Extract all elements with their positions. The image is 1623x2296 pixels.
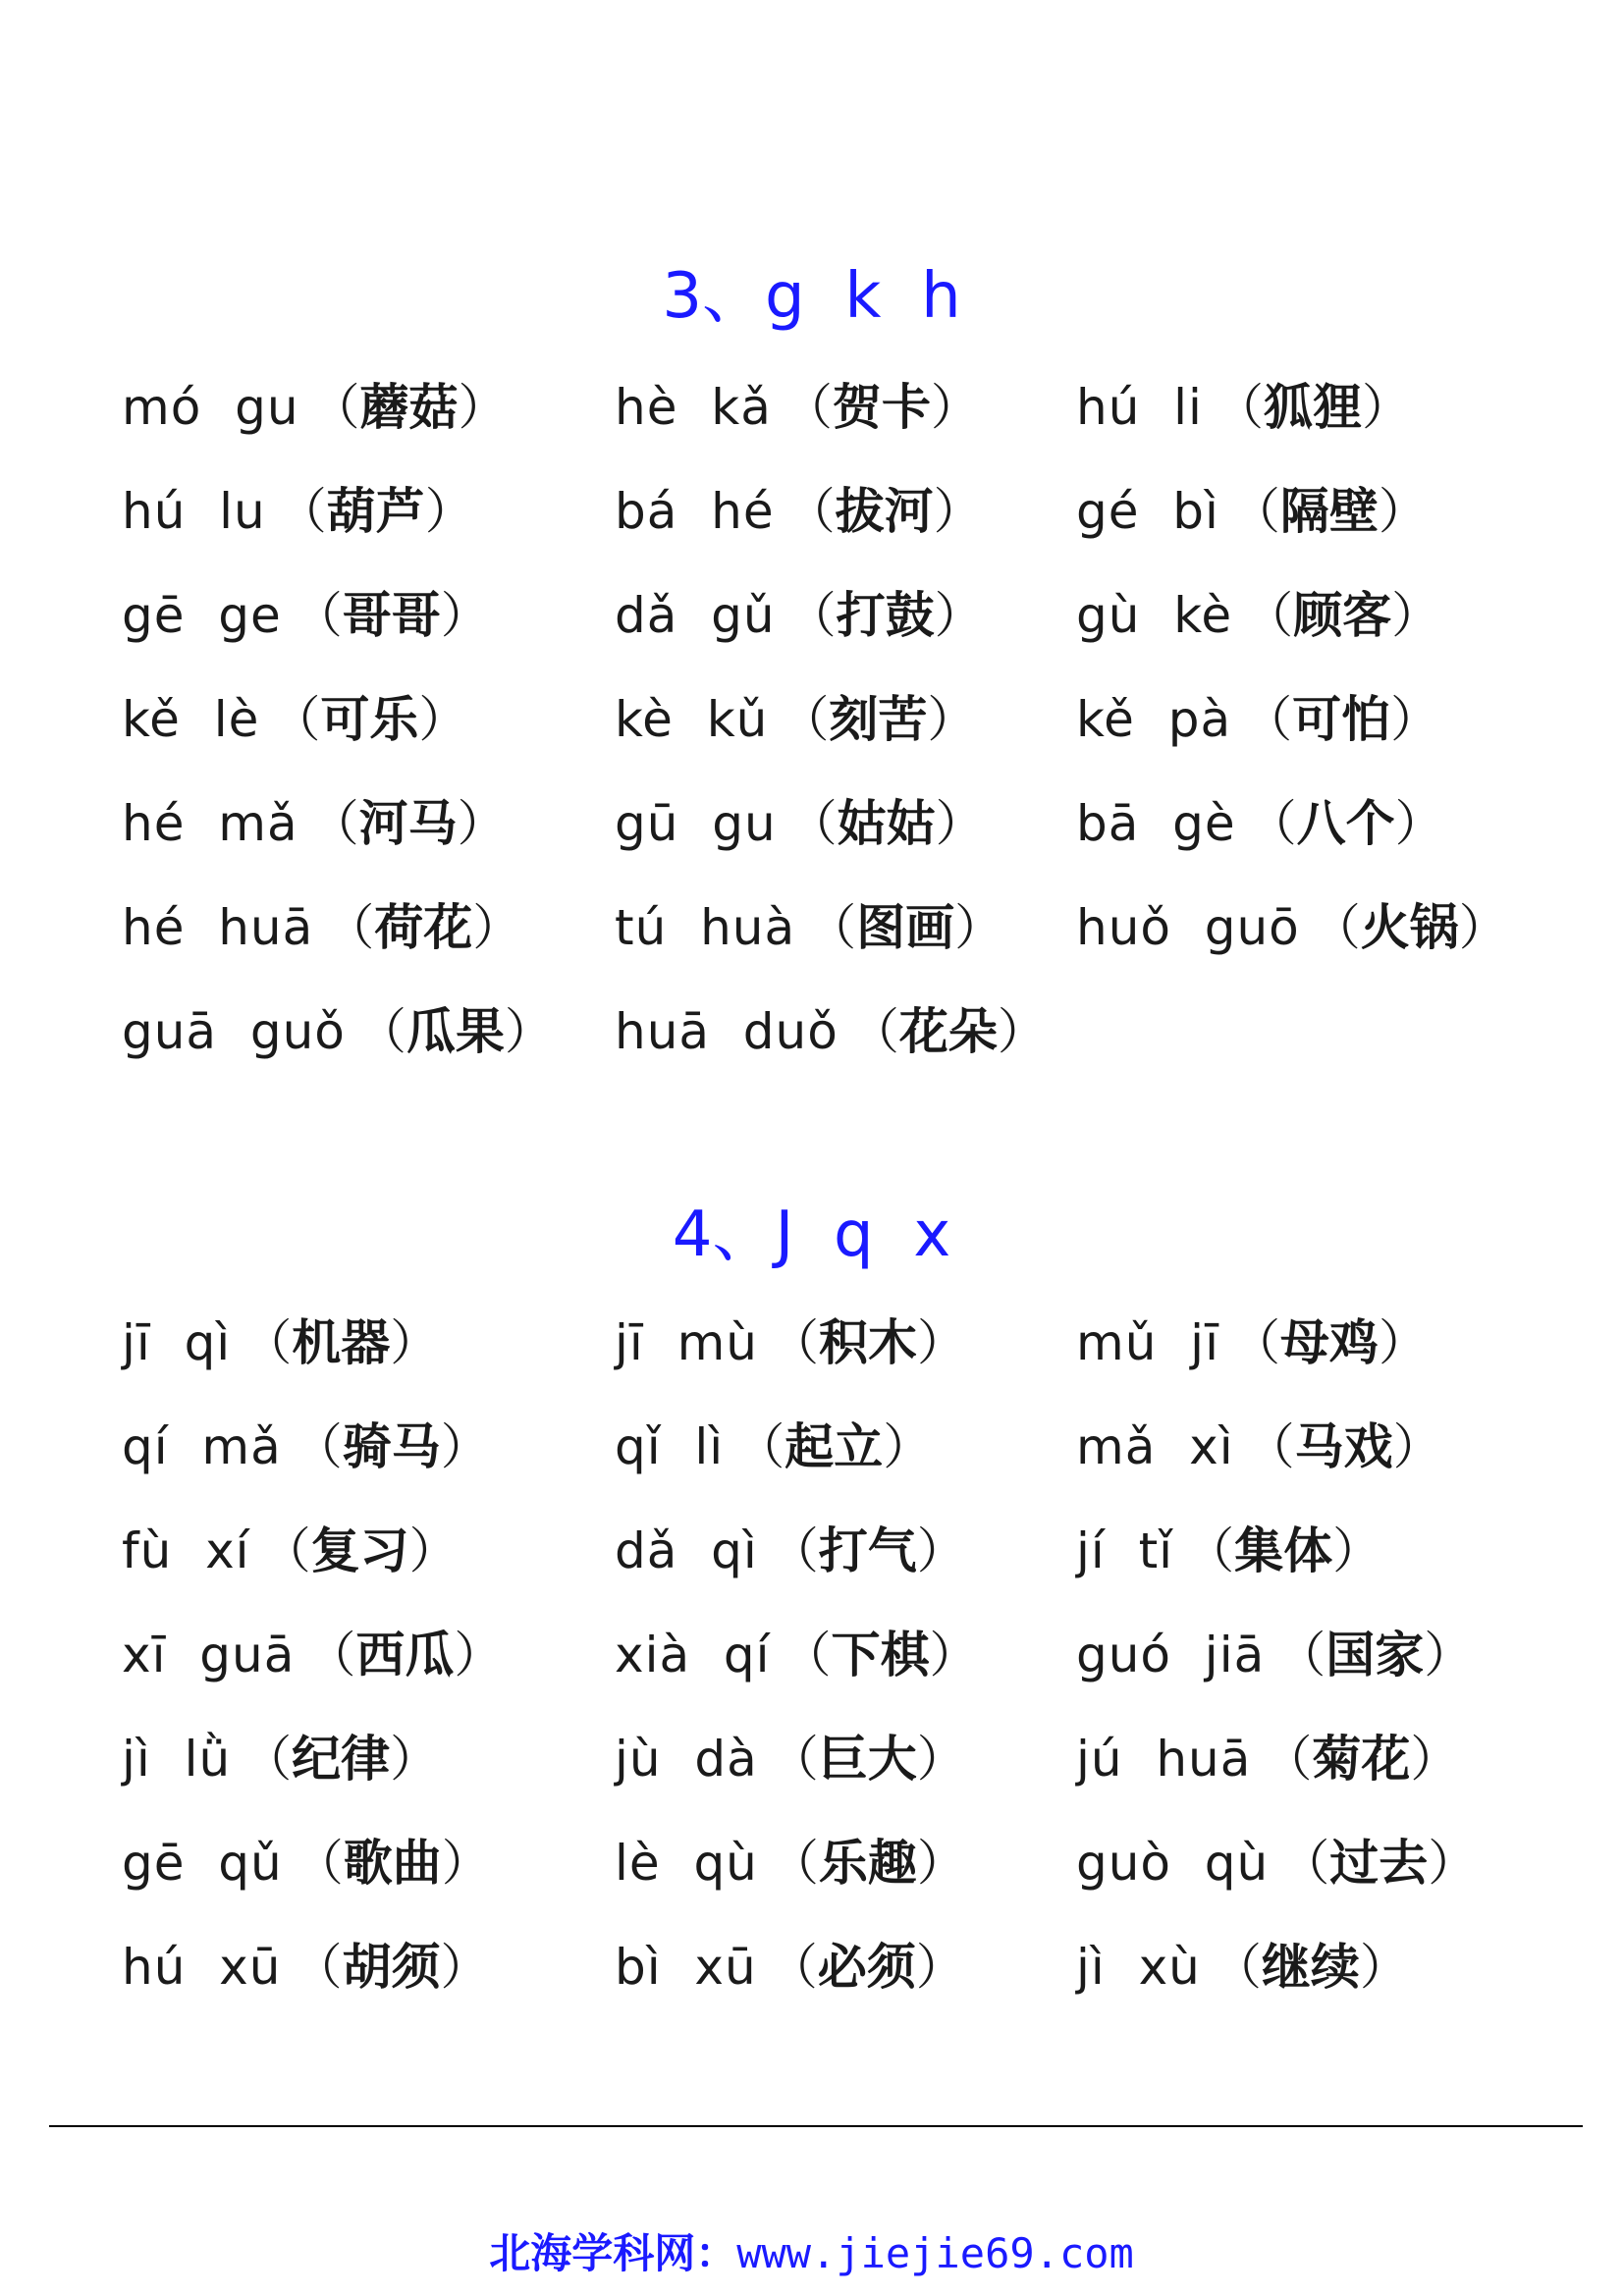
hanzi-group bbox=[294, 581, 490, 650]
open-paren: （ bbox=[735, 1418, 785, 1475]
hanzi-text: 下棋 bbox=[831, 1627, 930, 1683]
word-list-jqx bbox=[122, 1308, 1595, 2037]
hanzi-group bbox=[1213, 1933, 1409, 2002]
close-paren: ） bbox=[954, 899, 1004, 956]
hanzi-text: 拔河 bbox=[835, 483, 934, 540]
pinyin-text: bì xū bbox=[615, 1939, 757, 1996]
open-paren: （ bbox=[787, 795, 838, 852]
hanzi-text: 复习 bbox=[310, 1522, 409, 1579]
open-paren: （ bbox=[1247, 795, 1297, 852]
hanzi-group bbox=[770, 1829, 966, 1897]
hanzi-group bbox=[1185, 1517, 1381, 1585]
word-entry bbox=[1076, 1621, 1595, 1725]
hanzi-group bbox=[1280, 1829, 1477, 1897]
close-paren: ） bbox=[408, 1522, 459, 1579]
pinyin-text: hè kǎ bbox=[615, 379, 772, 436]
hanzi-text: 顾客 bbox=[1293, 587, 1392, 644]
hanzi-text: 贺卡 bbox=[832, 379, 931, 436]
hanzi-group bbox=[788, 789, 985, 858]
hanzi-text: 狐狸 bbox=[1263, 379, 1362, 436]
hanzi-group bbox=[295, 1829, 491, 1897]
hanzi-group bbox=[783, 1621, 979, 1689]
hanzi-text: 歌曲 bbox=[343, 1835, 442, 1892]
close-paren: ） bbox=[504, 1003, 554, 1060]
pinyin-text: gē qǔ bbox=[122, 1835, 283, 1892]
hanzi-text: 火锅 bbox=[1360, 899, 1459, 956]
hanzi-group bbox=[294, 1413, 490, 1481]
hanzi-group bbox=[770, 1308, 966, 1377]
hanzi-group bbox=[1215, 373, 1411, 442]
word-entry bbox=[615, 1517, 1076, 1621]
hanzi-text: 花朵 bbox=[898, 1003, 998, 1060]
pinyin-text: huǒ guō bbox=[1076, 899, 1300, 956]
word-entry bbox=[1076, 581, 1595, 685]
hanzi-text: 图画 bbox=[856, 899, 955, 956]
hanzi-group bbox=[262, 1517, 459, 1585]
word-entry bbox=[122, 685, 615, 789]
word-entry bbox=[615, 997, 1076, 1101]
pinyin-text: qǐ lì bbox=[615, 1418, 725, 1475]
word-entry bbox=[1076, 893, 1595, 997]
close-paren: ） bbox=[927, 691, 977, 748]
hanzi-group bbox=[278, 477, 474, 546]
word-entry bbox=[122, 1829, 615, 1933]
open-paren: （ bbox=[1230, 483, 1280, 540]
pinyin-text: hé huā bbox=[122, 899, 314, 956]
open-paren: （ bbox=[261, 1522, 311, 1579]
pinyin-text: lè qù bbox=[615, 1835, 758, 1892]
hanzi-text: 西瓜 bbox=[355, 1627, 455, 1683]
open-paren: （ bbox=[1244, 587, 1294, 644]
word-entry bbox=[1076, 1517, 1595, 1621]
hanzi-text: 马戏 bbox=[1294, 1418, 1393, 1475]
open-paren: （ bbox=[783, 379, 833, 436]
hanzi-text: 蘑菇 bbox=[359, 379, 459, 436]
hanzi-group bbox=[786, 477, 983, 546]
close-paren: ） bbox=[1392, 1418, 1442, 1475]
word-entry bbox=[1076, 1933, 1595, 2037]
word-entry bbox=[122, 581, 615, 685]
pinyin-text: jī mù bbox=[615, 1314, 758, 1371]
hanzi-text: 可怕 bbox=[1292, 691, 1391, 748]
hanzi-text: 起立 bbox=[784, 1418, 884, 1475]
open-paren: （ bbox=[356, 1003, 406, 1060]
close-paren: ） bbox=[1359, 1939, 1409, 1996]
hanzi-group bbox=[787, 581, 984, 650]
hanzi-text: 葫芦 bbox=[326, 483, 425, 540]
open-paren: （ bbox=[243, 1731, 293, 1788]
pinyin-text: bā gè bbox=[1076, 795, 1236, 852]
hanzi-group bbox=[1312, 893, 1508, 962]
close-paren: ） bbox=[1361, 379, 1411, 436]
word-entry bbox=[615, 893, 1076, 997]
open-paren: （ bbox=[849, 1003, 899, 1060]
close-paren: ） bbox=[1390, 691, 1440, 748]
footer bbox=[0, 2224, 1623, 2283]
close-paren: ） bbox=[1428, 1835, 1478, 1892]
pinyin-text: jì xù bbox=[1076, 1939, 1201, 1996]
word-entry bbox=[122, 893, 615, 997]
hanzi-text: 荷花 bbox=[374, 899, 473, 956]
pinyin-text: gē ge bbox=[122, 587, 282, 644]
section-title-gkh: 3、g k h bbox=[662, 260, 961, 333]
pinyin-text: mǔ jī bbox=[1076, 1314, 1219, 1371]
pinyin-text: xià qí bbox=[615, 1627, 771, 1683]
close-paren: ） bbox=[440, 1939, 490, 1996]
word-entry bbox=[122, 1725, 615, 1829]
word-entry bbox=[1076, 1308, 1595, 1413]
hanzi-group bbox=[807, 893, 1003, 962]
pinyin-text: jì lǜ bbox=[122, 1731, 232, 1788]
close-paren: ） bbox=[458, 379, 508, 436]
open-paren: （ bbox=[807, 899, 857, 956]
open-paren: （ bbox=[310, 379, 360, 436]
pinyin-text: kě lè bbox=[122, 691, 260, 748]
hanzi-group bbox=[1231, 477, 1428, 546]
hanzi-group bbox=[784, 373, 980, 442]
hanzi-group bbox=[325, 893, 521, 962]
close-paren: ） bbox=[1378, 1314, 1428, 1371]
close-paren: ） bbox=[929, 1627, 979, 1683]
open-paren: （ bbox=[780, 691, 830, 748]
open-paren: （ bbox=[1276, 1627, 1326, 1683]
hanzi-text: 打鼓 bbox=[836, 587, 935, 644]
open-paren: （ bbox=[243, 1314, 293, 1371]
word-entry bbox=[122, 373, 615, 477]
pinyin-text: gū gu bbox=[615, 795, 777, 852]
close-paren: ） bbox=[934, 587, 984, 644]
word-entry bbox=[615, 685, 1076, 789]
open-paren: （ bbox=[1311, 899, 1361, 956]
hanzi-text: 姑姑 bbox=[837, 795, 936, 852]
hanzi-group bbox=[769, 1933, 965, 2002]
pinyin-text: dǎ qì bbox=[615, 1522, 758, 1579]
close-paren: ） bbox=[1458, 899, 1508, 956]
word-entry bbox=[615, 789, 1076, 893]
hanzi-group bbox=[1276, 1621, 1473, 1689]
pinyin-text: hú xū bbox=[122, 1939, 282, 1996]
hanzi-text: 打气 bbox=[818, 1522, 917, 1579]
hanzi-text: 哥哥 bbox=[342, 587, 441, 644]
close-paren: ） bbox=[916, 1731, 966, 1788]
word-entry bbox=[122, 1308, 615, 1413]
word-list-gkh bbox=[122, 373, 1595, 1101]
close-paren: ） bbox=[390, 1314, 440, 1371]
pinyin-text: jī qì bbox=[122, 1314, 232, 1371]
close-paren: ） bbox=[915, 1939, 965, 1996]
pinyin-text: fù xí bbox=[122, 1522, 250, 1579]
close-paren: ） bbox=[1391, 587, 1441, 644]
pinyin-text: mǎ xì bbox=[1076, 1418, 1234, 1475]
word-entry bbox=[1076, 1413, 1595, 1517]
word-entry bbox=[615, 1308, 1076, 1413]
pinyin-text: bá hé bbox=[615, 483, 775, 540]
footer-url-link[interactable]: www.jiejie69.com bbox=[736, 2229, 1134, 2277]
word-entry bbox=[615, 477, 1076, 581]
open-paren: （ bbox=[293, 587, 343, 644]
open-paren: （ bbox=[293, 1418, 343, 1475]
hanzi-text: 母鸡 bbox=[1279, 1314, 1379, 1371]
open-paren: （ bbox=[1243, 691, 1293, 748]
pinyin-text: xī guā bbox=[122, 1627, 296, 1683]
close-paren: ） bbox=[441, 1835, 491, 1892]
hanzi-group bbox=[850, 997, 1047, 1066]
word-entry bbox=[615, 1933, 1076, 2037]
close-paren: ） bbox=[935, 795, 985, 852]
word-entry bbox=[615, 1621, 1076, 1725]
pinyin-text: dǎ gǔ bbox=[615, 587, 776, 644]
close-paren: ） bbox=[472, 899, 522, 956]
word-entry bbox=[615, 1725, 1076, 1829]
close-paren: ） bbox=[916, 1522, 966, 1579]
hanzi-group bbox=[770, 1725, 966, 1793]
close-paren: ） bbox=[424, 483, 474, 540]
hanzi-group bbox=[1243, 685, 1439, 754]
pinyin-text: guā guǒ bbox=[122, 1003, 346, 1060]
word-entry bbox=[122, 477, 615, 581]
hanzi-group bbox=[735, 1413, 932, 1481]
close-paren: ） bbox=[454, 1627, 504, 1683]
word-entry bbox=[1076, 1725, 1595, 1829]
pinyin-text: guó jiā bbox=[1076, 1627, 1266, 1683]
open-paren: （ bbox=[768, 1939, 818, 1996]
word-entry bbox=[1076, 685, 1595, 789]
open-paren: （ bbox=[325, 899, 375, 956]
word-entry bbox=[615, 1829, 1076, 1933]
open-paren: （ bbox=[1214, 379, 1264, 436]
close-paren: ） bbox=[1332, 1522, 1382, 1579]
word-entry bbox=[615, 581, 1076, 685]
close-paren: ） bbox=[1410, 1731, 1460, 1788]
hanzi-text: 瓜果 bbox=[406, 1003, 505, 1060]
open-paren: （ bbox=[769, 1522, 819, 1579]
hanzi-group bbox=[780, 685, 976, 754]
hanzi-group bbox=[357, 997, 554, 1066]
open-paren: （ bbox=[271, 691, 321, 748]
hanzi-group bbox=[243, 1725, 439, 1793]
pinyin-text: tú huà bbox=[615, 899, 796, 956]
section-title-jqx: 4、J q x bbox=[672, 1199, 951, 1271]
open-paren: （ bbox=[1263, 1731, 1313, 1788]
hanzi-text: 可乐 bbox=[320, 691, 419, 748]
open-paren: （ bbox=[1245, 1418, 1295, 1475]
hanzi-text: 骑马 bbox=[342, 1418, 441, 1475]
hanzi-group bbox=[271, 685, 467, 754]
hanzi-text: 机器 bbox=[292, 1314, 391, 1371]
open-paren: （ bbox=[309, 795, 359, 852]
word-entry bbox=[122, 997, 615, 1101]
hanzi-text: 刻苦 bbox=[829, 691, 928, 748]
hanzi-text: 巨大 bbox=[818, 1731, 917, 1788]
hanzi-text: 国家 bbox=[1325, 1627, 1425, 1683]
hanzi-group bbox=[311, 373, 508, 442]
open-paren: （ bbox=[769, 1731, 819, 1788]
hanzi-text: 隔壁 bbox=[1279, 483, 1379, 540]
hanzi-text: 积木 bbox=[818, 1314, 917, 1371]
close-paren: ） bbox=[933, 483, 983, 540]
hanzi-group bbox=[293, 1933, 489, 2002]
hanzi-text: 胡须 bbox=[342, 1939, 441, 1996]
pinyin-text: kè kǔ bbox=[615, 691, 769, 748]
open-paren: （ bbox=[769, 1314, 819, 1371]
hanzi-text: 乐趣 bbox=[818, 1835, 917, 1892]
close-paren: ） bbox=[930, 379, 980, 436]
hanzi-group bbox=[1263, 1725, 1459, 1793]
word-entry bbox=[615, 373, 1076, 477]
hanzi-text: 集体 bbox=[1234, 1522, 1333, 1579]
hanzi-group bbox=[1246, 1413, 1442, 1481]
pinyin-text: kě pà bbox=[1076, 691, 1232, 748]
word-entry bbox=[122, 1621, 615, 1725]
word-entry bbox=[1076, 1829, 1595, 1933]
open-paren: （ bbox=[782, 1627, 832, 1683]
open-paren: （ bbox=[1185, 1522, 1235, 1579]
pinyin-text: jú huā bbox=[1076, 1731, 1252, 1788]
open-paren: （ bbox=[293, 1939, 343, 1996]
close-paren: ） bbox=[1394, 795, 1444, 852]
open-paren: （ bbox=[1212, 1939, 1262, 1996]
word-entry bbox=[1076, 477, 1595, 581]
close-paren: ） bbox=[457, 795, 507, 852]
open-paren: （ bbox=[1280, 1835, 1330, 1892]
hanzi-text: 过去 bbox=[1329, 1835, 1429, 1892]
close-paren: ） bbox=[1424, 1627, 1474, 1683]
hanzi-group bbox=[1231, 1308, 1428, 1377]
open-paren: （ bbox=[769, 1835, 819, 1892]
hanzi-text: 八个 bbox=[1296, 795, 1395, 852]
hanzi-text: 必须 bbox=[817, 1939, 916, 1996]
pinyin-text: hú lu bbox=[122, 483, 266, 540]
open-paren: （ bbox=[785, 483, 836, 540]
word-entry bbox=[1076, 373, 1595, 477]
hanzi-text: 菊花 bbox=[1312, 1731, 1411, 1788]
hanzi-group bbox=[310, 789, 507, 858]
pinyin-text: hú li bbox=[1076, 379, 1203, 436]
word-entry bbox=[615, 1413, 1076, 1517]
hanzi-group bbox=[770, 1517, 966, 1585]
open-paren: （ bbox=[306, 1627, 356, 1683]
close-paren: ） bbox=[418, 691, 468, 748]
word-entry bbox=[122, 789, 615, 893]
hanzi-group bbox=[1244, 581, 1440, 650]
close-paren: ） bbox=[440, 1418, 490, 1475]
close-paren: ） bbox=[997, 1003, 1047, 1060]
close-paren: ） bbox=[1378, 483, 1428, 540]
pinyin-text: guò qù bbox=[1076, 1835, 1270, 1892]
pinyin-text: jù dà bbox=[615, 1731, 758, 1788]
close-paren: ） bbox=[916, 1314, 966, 1371]
footer-site-name: 北海学科网： bbox=[489, 2229, 737, 2277]
pinyin-text: huā duǒ bbox=[615, 1003, 839, 1060]
hanzi-group bbox=[243, 1308, 439, 1377]
word-entry bbox=[122, 1933, 615, 2037]
open-paren: （ bbox=[277, 483, 327, 540]
word-entry bbox=[122, 1517, 615, 1621]
hanzi-text: 继续 bbox=[1261, 1939, 1360, 1996]
hanzi-group bbox=[306, 1621, 503, 1689]
footer-divider bbox=[49, 2125, 1583, 2127]
close-paren: ） bbox=[440, 587, 490, 644]
close-paren: ） bbox=[883, 1418, 933, 1475]
pinyin-text: jí tǐ bbox=[1076, 1522, 1174, 1579]
hanzi-text: 纪律 bbox=[292, 1731, 391, 1788]
pinyin-text: gé bì bbox=[1076, 483, 1219, 540]
pinyin-text: gù kè bbox=[1076, 587, 1233, 644]
open-paren: （ bbox=[1230, 1314, 1280, 1371]
close-paren: ） bbox=[916, 1835, 966, 1892]
open-paren: （ bbox=[786, 587, 837, 644]
close-paren: ） bbox=[390, 1731, 440, 1788]
hanzi-group bbox=[1248, 789, 1444, 858]
pinyin-text: mó gu bbox=[122, 379, 299, 436]
word-entry bbox=[1076, 789, 1595, 893]
hanzi-text: 河马 bbox=[358, 795, 458, 852]
pinyin-text: qí mǎ bbox=[122, 1418, 282, 1475]
pinyin-text: hé mǎ bbox=[122, 795, 298, 852]
word-entry bbox=[122, 1413, 615, 1517]
open-paren: （ bbox=[294, 1835, 344, 1892]
